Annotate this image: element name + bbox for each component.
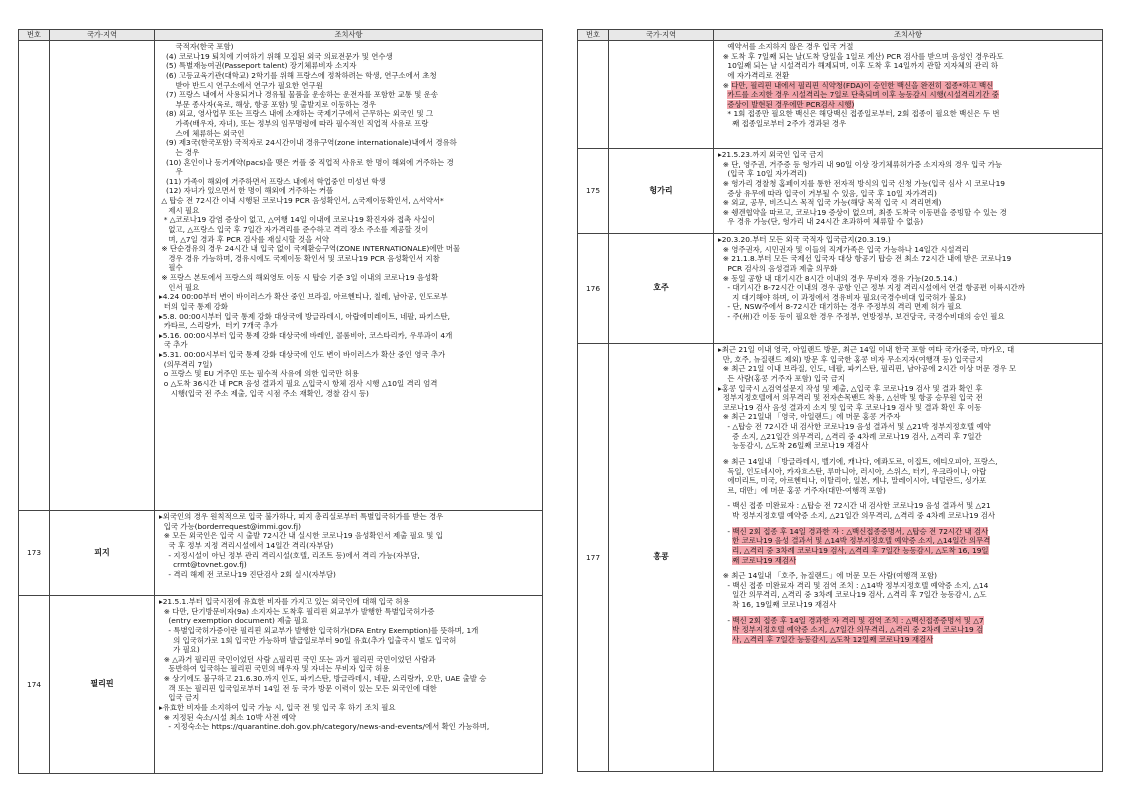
measure-line: [159, 684, 538, 694]
measure-text: ▸5.8. 00:00시부터 입국 통제 강화 대상국에 방글라데시, 아랍에미레이트, 네팔, 파키스탄,: [159, 311, 450, 321]
measure-text: 에 자가격리로 전환: [718, 70, 790, 80]
measure-line: [159, 722, 538, 732]
measure-line: [718, 169, 1098, 179]
measure-text: 증 소지, △21일간 의무격리, △격리 중 4차례 코로나19 검사, △격리 후 7일간: [718, 431, 982, 441]
country-name: [50, 41, 155, 511]
highlighted-measure-text: 카드를 소지한 경우 시설격리는 7일로 단축되며 이후 능동감시 시행(시설격리기간 중: [727, 90, 999, 100]
measure-text: 가 필요): [159, 645, 200, 655]
measure-line: [159, 389, 538, 399]
measure-text: 국적자(한국 포함): [159, 42, 234, 51]
measure-text: 째 접종일로부터 2주가 경과된 경우: [718, 119, 847, 128]
measure-text: ※ 외교, 공무, 비즈니스 목적 입국 가능(해당 목적 입국 시 격리면제): [718, 198, 942, 208]
measure-line: [159, 512, 538, 522]
measure-line: [159, 541, 538, 551]
measure-line: [718, 235, 1098, 245]
measure-text: (11) 가족이 해외에 거주하면서 프랑스 내에서 학업중인 미성년 학생: [159, 176, 386, 186]
measure-text: 가족(배우자, 자녀), 또는 정부의 임무명령에 따라 필수적인 직업적 사유로 프랑: [159, 119, 429, 128]
measure-line: [159, 312, 538, 322]
measure-line: [718, 302, 1098, 312]
measure-text: ▸5.16. 00:00시부터 입국 통제 강화 대상국에 바레인, 콜롬비아, 코스타리카, 우루과이 4개: [159, 330, 453, 340]
measure-line: [718, 42, 1098, 52]
measure-text: ▸홍콩 입국시 △검역설문지 작성 및 제출, △입국 후 코로나19 검사 및 결과 확인 후: [718, 383, 983, 393]
measure-text: ▸외국인의 경우 원칙적으로 입국 불가하나, 피지 총리실로부터 특별입국허가를 받는 경우: [159, 512, 444, 521]
measure-text: - 백신 접종 미완료자 격리 및 검역 조치 : △14박 정부지정호텔 예약증 소지, △14: [718, 580, 989, 590]
measure-text: ▸4.24 00:00부터 변이 바이러스가 확산 중인 브라질, 아르헨티나, 칠레, 남아공, 인도로부: [159, 292, 448, 302]
measure-line: [159, 225, 538, 235]
measure-text: 예약서를 소지하지 않은 경우 입국 거절: [718, 42, 854, 51]
measure-text: 독일, 인도네시아, 카자흐스탄, 루마니아, 러시아, 스위스, 터키, 우크라이나, 아랍: [718, 466, 987, 476]
row-number: 173: [19, 511, 50, 596]
measure-text: ▸21.5.1.부터 입국시점에 유효한 비자를 가지고 있는 외국인에 대해 입국 허용: [159, 597, 410, 606]
measures-cell: [714, 149, 1103, 234]
measure-line: [159, 254, 538, 264]
row-number: [578, 41, 609, 149]
measure-line: [718, 208, 1098, 218]
measure-text: (입국 후 10일 자가격리): [718, 169, 807, 179]
measure-text: 만, 호주, 뉴질랜드 제외) 방문 후 입국한 홍콩 비자 무소지자(여행객 등) 입국금지: [718, 354, 984, 364]
measure-line: [159, 129, 538, 139]
measure-text: ※ 지정된 숙소/시설 최소 10박 사전 예약: [159, 712, 296, 722]
measure-line: [159, 674, 538, 684]
table-row: [19, 41, 543, 511]
measure-line: [718, 293, 1098, 303]
measure-text: - 대기시간 8-72시간 이내의 경우 공항 인근 정부 지정 격리시설에서 연결 항공편 이륙시간까: [718, 283, 1025, 293]
measure-line: [718, 160, 1098, 170]
measures-cell: [155, 41, 543, 511]
measure-line: [718, 441, 1098, 451]
table-row: [19, 511, 543, 596]
measure-text: (6) 고등교육기관(대학교) 2학기를 위해 프랑스에 정착하려는 학생, 연구소에서 초청: [159, 70, 437, 80]
measure-line: [718, 245, 1098, 255]
measure-line: [159, 90, 538, 100]
measure-line: [159, 283, 538, 293]
highlighted-measure-text: 다만, 필리핀 내에서 필리핀 식약청(FDA)이 승인한 백신을 완전히 접종*하고 백신: [731, 80, 994, 90]
measure-text: 시행(입국 전 주소 제출, 입국 시점 주소 재확인, 경찰 감시 등): [159, 388, 369, 398]
measure-line: [159, 273, 538, 283]
measure-text: 에미리트, 미국, 아르헨티나, 이탈리아, 일본, 케냐, 말레이시아, 네덜란드, 싱가포: [718, 476, 987, 486]
measure-line: [159, 636, 538, 646]
country-name: [609, 41, 714, 149]
table-row: [578, 149, 1103, 234]
measure-text: (의무격리 7일): [159, 359, 213, 369]
country-name: 피지: [50, 511, 155, 596]
measure-line: [718, 571, 1098, 581]
measure-line: [718, 422, 1098, 432]
measures-cell: [714, 41, 1103, 149]
measure-line: [718, 254, 1098, 264]
measure-line: [159, 321, 538, 331]
measure-text: 부문 종사자(육로, 해상, 항공 포함) 및 출발지로 이동하는 경우: [159, 99, 377, 109]
measure-text: - △탑승 전 72시간 내 검사한 코로나19 음성 결과서 및 △21박 정부지정호텔 예약: [718, 422, 991, 431]
measure-text: ※ 21.1.8.부터 모든 국제선 입국자 대상 항공기 탑승 전 최소 72시간 내에 받은 코로나19: [718, 254, 1012, 264]
measure-text: 우 경유 가능(단, 헝가리 내 24시간 초과하여 체류할 수 없음): [718, 217, 924, 227]
measure-line: [718, 625, 1098, 635]
measure-text: ※ 최근 14일내 「방글라데시, 벨기에, 캐나다, 에콰도르, 이집트, 에티오피아, 프랑스,: [718, 456, 998, 466]
measure-text: ▸20.3.20.부터 모든 외국 국적자 입국금지(20.3.19.): [718, 235, 891, 244]
measure-line: [718, 71, 1098, 81]
measure-line: [159, 186, 538, 196]
measure-line: [718, 590, 1098, 600]
measure-text: ※ 쉥겐협약을 따르고, 코로나19 증상이 없으며, 최종 도착국 이동편을 증빙할 수 있는 경: [718, 207, 1007, 217]
measure-text: 착 16, 19일째 코로나19 재검사: [718, 600, 837, 609]
measure-text: ※ △과거 필리핀 국민이었던 사람 △필리핀 국민 또는 과거 필리핀 국민이었던 사람과: [159, 654, 436, 664]
measure-line: [159, 196, 538, 206]
measure-text: ※ 다만, 단기방문비자(9a) 소지자는 도착후 필리핀 외교부가 발행한 특별입국허가증: [159, 606, 435, 616]
measure-text: 인서 필요: [159, 282, 200, 292]
measure-line: [159, 263, 538, 273]
table-row: [578, 344, 1103, 772]
measure-text: 받아 반드시 연구소에서 연구가 필요한 연구원: [159, 80, 323, 90]
measure-text: 정부지정호텔에서 의무격리 및 전자손목밴드 착용, △선박 및 항공 승무원 입국 전: [718, 393, 983, 403]
measure-line: [718, 536, 1098, 546]
measure-text: ※ 모든 외국인은 입국 시 출발 72시간 내 실시한 코로나19 음성확인서 제출 필요 및 입: [159, 531, 443, 541]
measure-line: [718, 384, 1098, 394]
measure-line: [159, 138, 538, 148]
measure-text: 경우 경유 가능하며, 경유시에도 국제이동 확인서 및 코로나19 PCR 음성확인서 지참: [159, 253, 440, 263]
measure-line: [718, 345, 1098, 355]
measure-text: (12) 자녀가 있으면서 한 명이 해외에 거주하는 커플: [159, 186, 334, 196]
header-number: 번호: [578, 30, 609, 41]
measure-text: 필수: [159, 263, 183, 273]
measure-text: 의 입국허가로 1회 입국만 가능하며 발급일로부터 90일 유효(추가 입출국시 별도 입국허: [159, 635, 457, 645]
measure-line: [718, 393, 1098, 403]
measure-line: [159, 340, 538, 350]
measure-line: [159, 693, 538, 703]
measure-text: ▸21.5.23.까지 외국인 입국 금지: [718, 150, 824, 159]
measure-line: [159, 292, 538, 302]
measure-line: [718, 616, 1098, 626]
measure-text: ※ 최근 21일 이내 브라질, 인도, 네팔, 파키스탄, 필리핀, 남아공에 2시간 이상 머문 경우 모: [718, 364, 1017, 374]
measure-line: [718, 264, 1098, 274]
measure-line: [718, 581, 1098, 591]
measure-text: [718, 635, 732, 644]
measure-text: [718, 546, 732, 555]
row-number: 175: [578, 149, 609, 234]
measure-line: [159, 664, 538, 674]
measure-line: [718, 511, 1098, 521]
measure-text: 든 사람(홍콩 거주자 포함) 입국 금지: [718, 373, 845, 383]
measure-line: [159, 645, 538, 655]
measure-text: ※ 단, 영주권, 거주증 등 헝가리 내 90일 이상 장기체류허가증 소지자의 경우 입국 가능: [718, 159, 1002, 169]
measures-cell: [155, 596, 543, 774]
measure-line: [718, 274, 1098, 284]
table-row: [578, 234, 1103, 344]
measure-text: ※: [718, 80, 732, 90]
measure-line: [718, 457, 1098, 467]
highlighted-measure-text: 한 코로나19 음성 결과서 및 △14박 정부지정호텔 예약증 소지, △14일간 의무격: [732, 536, 991, 546]
country-name: 홍콩: [609, 344, 714, 772]
measure-line: [718, 486, 1098, 496]
header-measures: 조치사항: [714, 30, 1103, 41]
measure-line: [159, 42, 538, 52]
country-name: 필리핀: [50, 596, 155, 774]
measure-text: 국 추가: [159, 340, 188, 350]
measure-line: [718, 217, 1098, 227]
measure-text: - 주(州)간 이동 등이 필요한 경우 주정부, 연방정부, 보건당국, 국경수비대의 승인 필요: [718, 312, 1005, 321]
measure-text: PCR 검사의 음성결과 제출 의무화: [718, 263, 838, 273]
measure-line: [718, 52, 1098, 62]
header-country: 국가·지역: [50, 30, 155, 41]
measure-line: [159, 167, 538, 177]
measure-text: (10) 혼인이나 동거계약(pacs)을 맺은 커플 중 직업적 사유로 한 명이 해외에 거주하는 경: [159, 157, 454, 167]
measure-text: ▸최근 21일 이내 영국, 아일랜드 방문, 최근 14일 이내 한국 포함 여타 국가(중국, 마카오, 대: [718, 345, 1015, 354]
measures-cell: [714, 344, 1103, 772]
measure-text: - 백신 접종 미완료자 : △탑승 전 72시간 내 검사한 코로나19 음성 결과서 및 △21: [718, 501, 991, 511]
measure-text: 며, △7일 경과 후 PCR 검사를 재실시할 것을 서약: [159, 234, 329, 244]
measure-line: [159, 379, 538, 389]
measure-line: [159, 244, 538, 254]
country-name: 호주: [609, 234, 714, 344]
measure-line: [159, 360, 538, 370]
measure-line: [718, 476, 1098, 486]
measure-line: [159, 331, 538, 341]
measure-text: 객 또는 필리핀 입국일로부터 14일 전 동 국가 방문 이력이 있는 모든 외국인에 대한: [159, 683, 437, 693]
measure-text: 국 후 정부 지정 격리시설에서 14일간 격리(자부담): [159, 540, 334, 550]
measure-line: [718, 119, 1098, 129]
measure-text: 없고, △프랑스 입국 후 7일간 자가격리를 준수하고 격리 장소 주소를 제공할 것이: [159, 224, 429, 234]
measure-line: [718, 100, 1098, 110]
measure-text: ※ 최근 21일내 「영국, 아일랜드」에 머문 홍콩 거주자: [718, 412, 901, 422]
table-row: [19, 596, 543, 774]
measure-text: crmt@tovnet.gov.fj): [159, 560, 247, 570]
measure-line: [159, 522, 538, 532]
country-name: 헝가리: [609, 149, 714, 234]
measure-line: [159, 703, 538, 713]
measure-text: 카타르, 스리랑카, 터키 7개국 추가: [159, 321, 278, 331]
measure-line: [718, 283, 1098, 293]
measure-line: [159, 61, 538, 71]
measure-line: [159, 235, 538, 245]
measure-line: [718, 355, 1098, 365]
measure-text: ※ 프랑스 본토에서 프랑스의 해외영토 이동 시 탑승 기준 3일 이내의 코로나19 음성확: [159, 273, 439, 282]
measure-line: [159, 158, 538, 168]
measure-text: 지 대기해야 하며, 이 과정에서 경유비자 필요(국경수비대 입국허가 불요): [718, 292, 967, 302]
measure-text: [718, 90, 727, 99]
measure-line: [159, 616, 538, 626]
measure-text: ▸유효한 비자를 소지하여 입국 가능 시, 입국 전 및 입국 후 하기 조치 필요: [159, 702, 396, 712]
measure-line: [718, 412, 1098, 422]
row-number: 177: [578, 344, 609, 772]
highlighted-measure-text: 증상이 발현된 경우에만 PCR검사 시행): [727, 99, 855, 109]
measure-line: [159, 713, 538, 723]
measure-line: [159, 626, 538, 636]
measure-text: (5) 특별재능여권(Passeport talent) 장기체류비자 소지자: [159, 61, 357, 71]
measure-text: - 지정숙소는 https://quarantine.doh.gov.ph/category/news-and-events/에서 확인 가능하며,: [159, 722, 490, 732]
measure-line: [159, 570, 538, 580]
highlighted-measure-text: 박 정부지정호텔 예약증 소지, △7일간 의무격리, △격리 중 2차례 코로나19 검: [732, 625, 984, 635]
measure-line: [159, 215, 538, 225]
measure-text: 스에 체류하는 외국인: [159, 128, 245, 138]
measure-text: 우: [159, 167, 183, 177]
measure-text: 증상 유무에 따라 입국이 거부될 수 있음, 입국 후 10일 자가격리): [718, 188, 937, 198]
right-measures-table: [577, 29, 1103, 772]
measure-text: ※ 영주권자, 시민권자 및 이들의 직계가족은 입국 가능하나 14일간 시설격리: [718, 244, 969, 254]
header-measures: 조치사항: [155, 30, 543, 41]
measure-line: [718, 527, 1098, 537]
measure-line: [718, 312, 1098, 322]
measure-line: [159, 52, 538, 62]
measure-line: [159, 560, 538, 570]
row-number: 174: [19, 596, 50, 774]
measure-text: ※ 헝가리 경찰청 홈페이지를 통한 전자적 방식의 입국 신청 가능(입국 심사 시 코로나19: [718, 178, 1005, 188]
highlighted-measure-text: 백신 2회 접종 후 14일 경과한 자 : △백신접종증명서, △탑승 전 72시간 내 검사: [732, 526, 989, 536]
measure-line: [718, 179, 1098, 189]
measure-text: 일간 의무격리, △격리 중 3차례 코로나19 검사, △격리 후 7일간 능동감시, △도: [718, 590, 987, 600]
measure-line: [159, 350, 538, 360]
measure-text: * 1회 접종만 필요한 백신은 해당백신 접종일로부터, 2회 접종이 필요한 백신은 두 번: [718, 109, 1000, 119]
measure-line: [159, 177, 538, 187]
measure-text: o △도착 36시간 내 PCR 음성 결과지 필요 △입국시 항체 검사 시행 △10일 격리 엄격: [159, 378, 438, 388]
header-country: 국가·지역: [609, 30, 714, 41]
highlighted-measure-text: 리, △격리 중 3차례 코로나19 검사, △격리 후 7일간 능동감시, △도착 16, 19일: [732, 545, 989, 555]
measure-line: [718, 364, 1098, 374]
measure-line: [718, 81, 1098, 91]
row-number: 176: [578, 234, 609, 344]
measure-text: -: [718, 615, 733, 625]
highlighted-measure-text: 째 코로나19 재검사: [732, 555, 797, 565]
measure-text: 코로나19 검사 음성 결과지 소지 및 입국 후 코로나19 검사 및 결과 확인 후 이동: [718, 402, 982, 412]
measure-line: [718, 198, 1098, 208]
measure-text: - 단, NSW주에서 8-72시간 대기하는 경우 주정부의 격리 면제 허가 필요: [718, 302, 962, 312]
measure-text: - 특별입국허가증이란 필리핀 외교부가 발행한 입국허가(DFA Entry Exemption)를 뜻하며, 1개: [159, 625, 479, 635]
measure-line: [718, 90, 1098, 100]
row-number: [19, 41, 50, 511]
measure-line: [159, 597, 538, 607]
table-row: [578, 41, 1103, 149]
measure-text: ※ 단순경유의 경우 24시간 내 입국 없이 국제환승구역(ZONE INTERNATIONALE)에만 머물: [159, 244, 461, 254]
measure-text: 능동감시, △도착 26일째 코로나19 재검사: [718, 441, 869, 451]
measure-line: [718, 556, 1098, 566]
measure-text: 입국 금지: [159, 693, 200, 703]
measure-line: [718, 403, 1098, 413]
measure-line: [159, 119, 538, 129]
measure-text: (4) 코로나19 퇴치에 기여하기 위해 모집된 외국 의료전문가 및 연수생: [159, 51, 393, 61]
measure-text: (entry exemption document) 제출 필요: [159, 616, 309, 626]
measure-text: [718, 536, 732, 545]
measure-line: [159, 148, 538, 158]
measure-line: [159, 607, 538, 617]
measure-text: 동반하여 입국하는 필리핀 국민의 배우자 및 자녀는 무비자 입국 허용: [159, 664, 390, 674]
measure-line: [718, 150, 1098, 160]
measure-line: [718, 546, 1098, 556]
measure-line: [159, 109, 538, 119]
measure-text: (7) 프랑스 내에서 사용되거나 경유될 물품을 운송하는 운전자를 포함한 교통 및 운송: [159, 90, 438, 100]
measure-text: [718, 100, 727, 109]
measures-cell: [155, 511, 543, 596]
measure-text: * △코로나19 감염 증상이 없고, △여행 14일 이내에 코로나19 확진자와 접촉 사실이: [159, 215, 436, 225]
measure-line: [159, 100, 538, 110]
measure-text: 제시 필요: [159, 205, 200, 215]
measure-line: [159, 81, 538, 91]
measure-text: - 지정시설이 아닌 정부 관리 격리시설(호텔, 리조트 등)에서 격리 가능(자부담,: [159, 550, 420, 560]
measure-line: [718, 61, 1098, 71]
measure-text: ※ 최근 14일내 「호주, 뉴질랜드」에 머문 모든 사람(여행객 포함): [718, 571, 938, 581]
measure-line: [159, 206, 538, 216]
measure-line: [718, 189, 1098, 199]
measure-text: -: [718, 526, 733, 536]
measure-text: 박 정부지정호텔 예약증 소지, △21일간 의무격리, △격리 중 4차례 코로나19 검사: [718, 511, 996, 520]
measure-line: [718, 432, 1098, 442]
measure-line: [718, 501, 1098, 511]
measure-text: 르, 대만」에 머문 홍콩 거주자(대만-여행객 포함): [718, 485, 886, 495]
measure-line: [159, 369, 538, 379]
measure-text: ※ 상기에도 불구하고 21.6.30.까지 인도, 파키스탄, 방글라데시, 네팔, 스리랑카, 오만, UAE 출발 승: [159, 674, 487, 683]
measure-line: [159, 71, 538, 81]
measures-cell: [714, 234, 1103, 344]
table-header-row: [19, 30, 543, 41]
measure-text: 는 경우: [159, 147, 200, 157]
measure-text: ※ 도착 후 7일째 되는 날(도착 당일을 1일로 계산) PCR 검사를 받으며 음성인 경우라도: [718, 51, 1004, 61]
measure-text: o 프랑스 및 EU 거주민 또는 필수적 사유에 의한 입국만 허용: [159, 369, 359, 379]
measure-text: ※ 동일 공항 내 대기시간 8시간 이내의 경우 무비자 경유 가능(20.5.14.): [718, 273, 958, 283]
highlighted-measure-text: 백신 2회 접종 후 14일 경과한 자 격리 및 검역 조치 : △백신접종증명서 및 △7: [732, 615, 984, 625]
measure-line: [718, 374, 1098, 384]
measure-line: [159, 531, 538, 541]
highlighted-measure-text: 사, △격리 후 7일간 능동감시, △도착 12일째 코로나19 재검사: [732, 634, 934, 644]
header-number: 번호: [19, 30, 50, 41]
measure-text: (8) 외교, 영사업무 또는 프랑스 내에 소재하는 국제기구에서 근무하는 외국인 및 그: [159, 109, 434, 119]
measure-line: [718, 467, 1098, 477]
measure-text: - 격리 해제 전 코로나19 진단검사 2회 실시(자부담): [159, 569, 336, 579]
measure-line: [718, 635, 1098, 645]
measure-line: [159, 302, 538, 312]
measure-text: 터의 입국 통제 강화: [159, 301, 228, 311]
measure-text: ▸5.31. 00:00시부터 입국 통제 강화 대상국에 인도 변이 바이러스가 확산 중인 영국 추가: [159, 350, 446, 359]
measure-text: △ 탑승 전 72시간 이내 시행된 코로나19 PCR 음성확인서, △국제이동확인서, △서약서*: [159, 196, 444, 205]
table-header-row: [578, 30, 1103, 41]
measure-line: [718, 109, 1098, 119]
measure-line: [718, 600, 1098, 610]
measure-text: [718, 556, 732, 565]
measure-text: (9) 제3국(한국포함) 국적자로 24시간이내 경유구역(zone internationale)내에서 경유하: [159, 138, 457, 148]
measure-text: [718, 625, 732, 634]
measure-text: 10일째 되는 날 시설격리가 해제되며, 이후 도착 후 14일까지 관할 지자체의 관리 하: [718, 61, 999, 71]
left-measures-table: [18, 29, 543, 774]
measure-text: 입국 가능(borderrequest@immi.gov.fj): [159, 521, 301, 531]
measure-line: [159, 551, 538, 561]
measure-line: [159, 655, 538, 665]
